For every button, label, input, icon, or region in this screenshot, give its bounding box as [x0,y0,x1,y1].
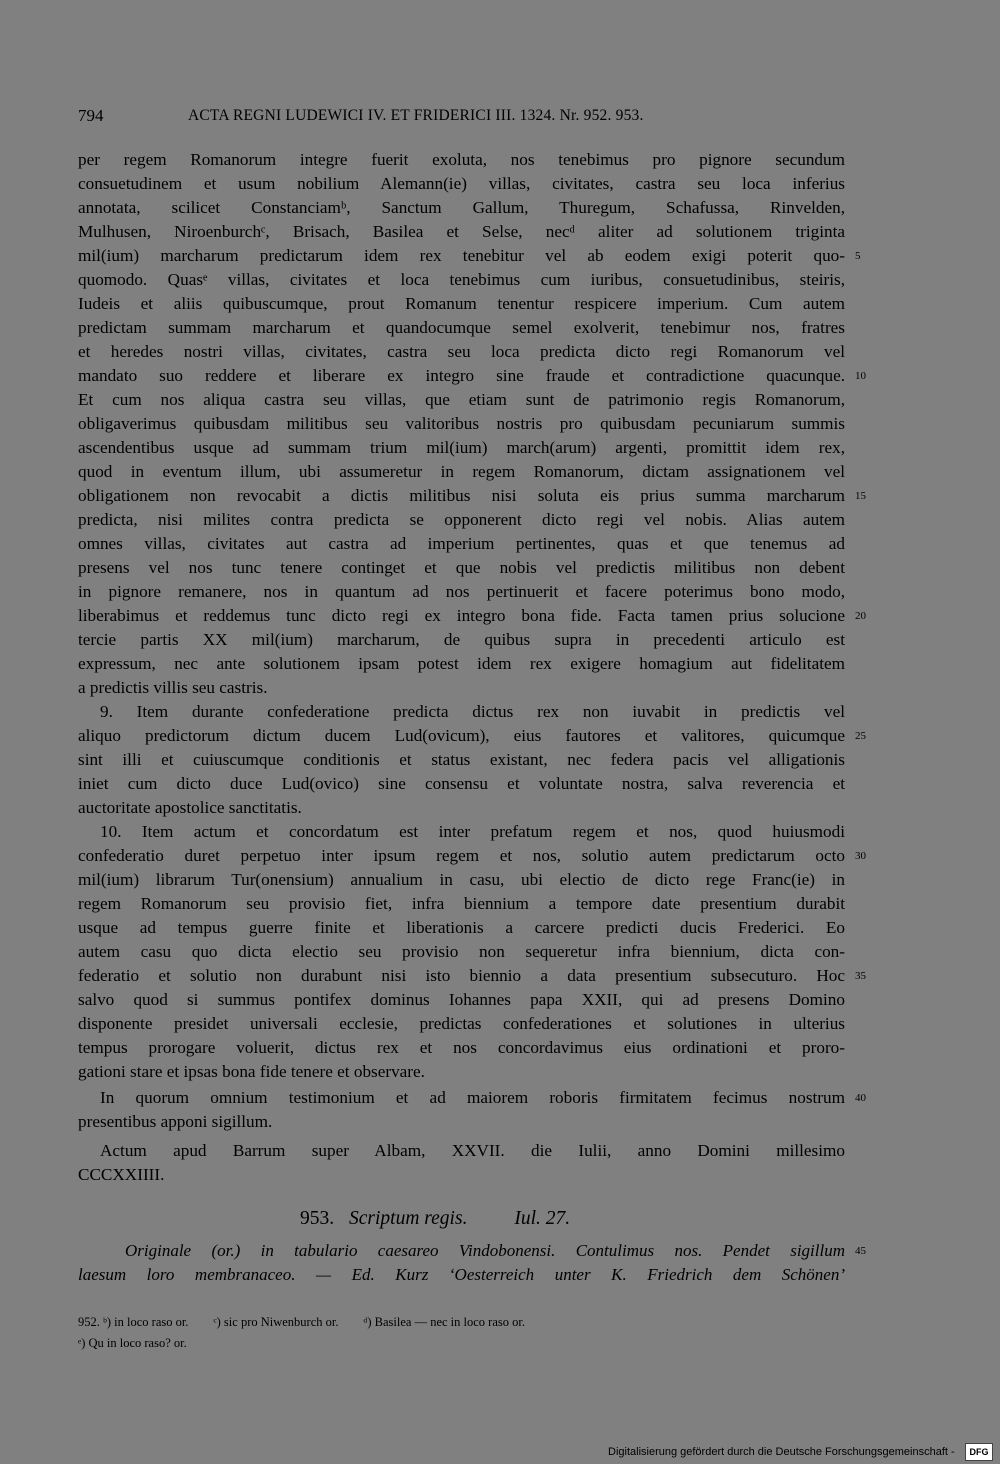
text-line: predicta, nisi milites contra predicta se opponerent dicto regi vel nobis. Alias autem [78,510,845,529]
source-line: Originale (or.) in tabulario caesareo Vindobonensi. Contulimus nos. Pendet sigillum [125,1241,845,1260]
text-line: Actum apud Barrum super Albam, XXVII. die Iulii, anno Domini millesimo [100,1141,845,1160]
text-line: mil(ium) librarum Tur(onensium) annualium in casu, ubi electio de dicto rege Franc(ie) in [78,870,845,889]
text-line: consuetudinem et usum nobilium Alemann(ie) villas, civitates, castra seu loca inferius [78,174,845,193]
page-header [78,106,838,130]
text-line: 10. Item actum et concordatum est inter prefatum regem et nos, quod huiusmodi [100,822,845,841]
footnote-line: 952. ᵇ) in loco raso or. ᶜ) sic pro Niwenburch or. ᵈ) Basilea — nec in loco raso or. [78,1315,525,1329]
text-line: auctoritate apostolice sanctitatis. [78,798,302,817]
line-number: 20 [855,610,866,622]
text-line: presens vel nos tunc tenere continget et que nobis vel predictis militibus non debent [78,558,845,577]
document-heading [300,1208,570,1230]
text-line: autem casu quo dicta electio seu provisio non sequeretur infra biennium, dicta con- [78,942,845,961]
text-line: confederatio duret perpetuo inter ipsum regem et nos, solutio autem predictarum octo [78,846,845,865]
text-line: per regem Romanorum integre fuerit exoluta, nos tenebimus pro pignore secundum [78,150,845,169]
line-number: 35 [855,970,866,982]
text-line: salvo quod si summus pontifex dominus Iohannes papa XXII, qui ad presens Domino [78,990,845,1009]
document-title: Scriptum regis. [349,1208,468,1229]
text-line: et heredes nostri villas, civitates, castra seu loca predicta dicto regi Romanorum vel [78,342,845,361]
page-number: 794 [78,106,104,125]
text-line: in pignore remanere, nos in quantum ad nos pertinuerit et facere poterimus bono modo, [78,582,845,601]
text-line: disponente presidet universali ecclesie, predictas confederationes et solutiones in ulterius [78,1014,845,1033]
text-line: quod in eventum illum, ubi assumeretur in regem Romanorum, dictam assignationem vel [78,462,845,481]
line-number: 15 [855,490,866,502]
text-line: omnes villas, civitates aut castra ad imperium pertinentes, quas et que tenemus ad [78,534,845,553]
line-number: 25 [855,730,866,742]
text-line: expressum, nec ante solutionem ipsam potest idem rex exigere homagium aut fidelitatem [78,654,845,673]
text-line: annotata, scilicet Constanciamᵇ, Sanctum Gallum, Thuregum, Schafussa, Rinvelden, [78,198,845,217]
text-line: presentibus apponi sigillum. [78,1112,273,1131]
text-line: federatio et solutio non durabunt nisi isto biennio a data presentium subsecuturo. Hoc [78,966,845,985]
text-line: tercie partis XX mil(ium) marcharum, de quibus supra in precedenti articulo est [78,630,845,649]
text-line: quomodo. Quasᵉ villas, civitates et loca tenebimus cum iuribus, consuetudinibus, steiris, [78,270,845,289]
text-line: tempus prorogare voluerit, dictus rex et nos concordavimus eius ordinationi et proro- [78,1038,845,1057]
source-line: laesum loro membranaceo. — Ed. Kurz ‘Oesterreich unter K. Friedrich dem Schönen’ [78,1265,845,1284]
running-title: ACTA REGNI LUDEWICI IV. ET FRIDERICI III. 1324. Nr. 952. 953. [188,107,644,124]
text-line: Iudeis et aliis quibuscumque, prout Romanum tenentur respicere imperium. Cum autem [78,294,845,313]
dfg-credit: Digitalisierung gefördert durch die Deutsche Forschungsgemeinschaft - [608,1446,955,1458]
text-line: CCCXXIIII. [78,1165,165,1184]
text-line: Mulhusen, Niroenburchᶜ, Brisach, Basilea et Selse, necᵈ aliter ad solutionem triginta [78,222,845,241]
dfg-logo: DFG [965,1443,993,1461]
document-date: Iul. 27. [514,1208,571,1229]
text-line: gationi stare et ipsas bona fide tenere et observare. [78,1062,425,1081]
text-line: obligaverimus quibusdam militibus seu valitoribus nostris pro quibusdam pecuniarum summis [78,414,845,433]
text-line: In quorum omnium testimonium et ad maiorem roboris firmitatem fecimus nostrum [100,1088,845,1107]
text-line: mandato suo reddere et liberare ex integro sine fraude et contradictione quacunque. [78,366,845,385]
line-number: 5 [855,250,861,262]
text-line: predictam summam marcharum et quandocumque semel exolverit, tenebimur nos, fratres [78,318,845,337]
line-number: 30 [855,850,866,862]
line-number: 10 [855,370,866,382]
footnote-line: ᵉ) Qu in loco raso? or. [78,1336,187,1350]
document-number: 953. [300,1208,335,1229]
text-line: obligationem non revocabit a dictis militibus nisi soluta eis prius summa marcharum [78,486,845,505]
text-line: Et cum nos aliqua castra seu villas, que etiam sunt de patrimonio regis Romanorum, [78,390,845,409]
text-line: mil(ium) marcharum predictarum idem rex tenebitur vel ab eodem exigi poterit quo- [78,246,845,265]
text-line: regem Romanorum seu provisio fiet, infra biennium a tempore date presentium durabit [78,894,845,913]
text-line: iniet cum dicto duce Lud(ovico) sine consensu et voluntate nostra, salva reverencia et [78,774,845,793]
text-line: usque ad tempus guerre finite et liberationis a carcere predicti ducis Frederici. Eo [78,918,845,937]
text-line: aliquo predictorum dictum ducem Lud(ovicum), eius fautores et valitores, quicumque [78,726,845,745]
text-line: ascendentibus usque ad summam trium mil(ium) march(arum) argenti, promittit idem rex, [78,438,845,457]
text-line: sint illi et cuiuscumque conditionis et status existant, nec federa pacis vel alligationis [78,750,845,769]
text-line: a predictis villis seu castris. [78,678,268,697]
line-number: 45 [855,1245,866,1257]
text-line: liberabimus et reddemus tunc dicto regi ex integro bona fide. Facta tamen prius solucione [78,606,845,625]
line-number: 40 [855,1092,866,1104]
text-line: 9. Item durante confederatione predicta dictus rex non iuvabit in predictis vel [100,702,845,721]
